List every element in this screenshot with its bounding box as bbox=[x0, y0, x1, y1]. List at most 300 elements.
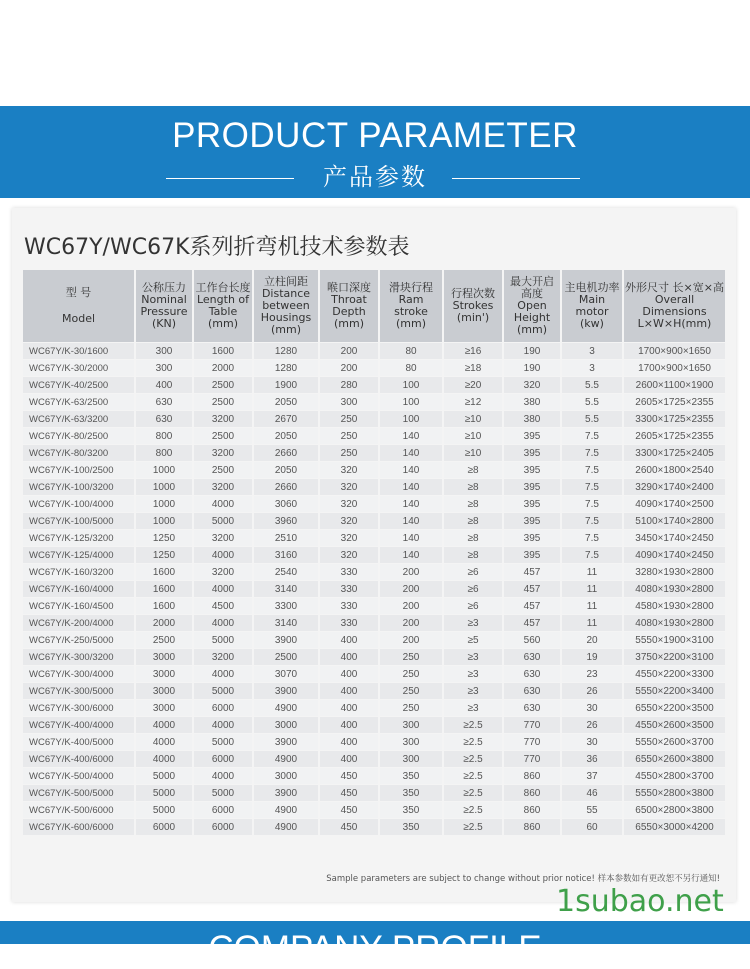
table-cell: 1000 bbox=[135, 462, 193, 479]
table-cell: 300 bbox=[135, 360, 193, 377]
table-cell: 1700×900×1650 bbox=[623, 343, 725, 360]
company-profile-title: COMPANY PROFILE bbox=[208, 929, 542, 968]
table-cell: 3900 bbox=[253, 632, 319, 649]
table-cell: 4500 bbox=[193, 598, 253, 615]
table-row bbox=[23, 598, 725, 615]
table-cell: 4900 bbox=[253, 802, 319, 819]
table-cell: 5100×1740×2800 bbox=[623, 513, 725, 530]
model-cell: WC67Y/K-80/3200 bbox=[23, 445, 135, 462]
column-header bbox=[503, 270, 561, 343]
table-cell: ≥6 bbox=[443, 598, 503, 615]
table-cell: 860 bbox=[503, 785, 561, 802]
table-cell: ≥2.5 bbox=[443, 802, 503, 819]
table-cell: 3200 bbox=[193, 649, 253, 666]
table-cell: 30 bbox=[561, 700, 623, 717]
table-cell: 395 bbox=[503, 530, 561, 547]
column-header-en: Throat Depth (mm) bbox=[331, 293, 367, 330]
top-spacer bbox=[0, 0, 750, 106]
table-cell: 2050 bbox=[253, 394, 319, 411]
table-cell: 395 bbox=[503, 462, 561, 479]
column-header bbox=[135, 270, 193, 343]
model-cell: WC67Y/K-160/3200 bbox=[23, 564, 135, 581]
table-cell: 1600 bbox=[135, 581, 193, 598]
table-row bbox=[23, 683, 725, 700]
table-cell: 800 bbox=[135, 445, 193, 462]
table-cell: 5.5 bbox=[561, 377, 623, 394]
table-cell: 3070 bbox=[253, 666, 319, 683]
table-cell: 3000 bbox=[135, 683, 193, 700]
table-row bbox=[23, 768, 725, 785]
table-cell: 2050 bbox=[253, 428, 319, 445]
table-cell: 2600×1800×2540 bbox=[623, 462, 725, 479]
table-cell: 3960 bbox=[253, 513, 319, 530]
table-cell: 395 bbox=[503, 479, 561, 496]
table-cell: 400 bbox=[319, 632, 379, 649]
table-cell: 3900 bbox=[253, 734, 319, 751]
table-cell: 630 bbox=[503, 683, 561, 700]
table-cell: 300 bbox=[319, 394, 379, 411]
table-cell: 1280 bbox=[253, 360, 319, 377]
table-cell: 5550×2800×3800 bbox=[623, 785, 725, 802]
column-header-zh: 最大开启高度 bbox=[510, 275, 554, 300]
table-cell: 457 bbox=[503, 581, 561, 598]
table-cell: 350 bbox=[379, 768, 443, 785]
table-row bbox=[23, 785, 725, 802]
column-header-zh: 主电机功率 bbox=[564, 281, 620, 294]
table-cell: 7.5 bbox=[561, 479, 623, 496]
table-cell: 100 bbox=[379, 377, 443, 394]
table-cell: 5550×1900×3100 bbox=[623, 632, 725, 649]
model-cell: WC67Y/K-400/5000 bbox=[23, 734, 135, 751]
table-cell: 23 bbox=[561, 666, 623, 683]
column-header-zh: 滑块行程 bbox=[389, 281, 433, 294]
parameter-sheet bbox=[12, 208, 736, 902]
table-cell: 80 bbox=[379, 343, 443, 360]
table-cell: ≥8 bbox=[443, 530, 503, 547]
table-cell: ≥12 bbox=[443, 394, 503, 411]
table-cell: 6550×2200×3500 bbox=[623, 700, 725, 717]
table-cell: 7.5 bbox=[561, 547, 623, 564]
table-cell: 300 bbox=[135, 343, 193, 360]
table-row bbox=[23, 547, 725, 564]
table-cell: 3450×1740×2450 bbox=[623, 530, 725, 547]
table-cell: 1000 bbox=[135, 513, 193, 530]
table-cell: 350 bbox=[379, 819, 443, 836]
table-cell: 7.5 bbox=[561, 462, 623, 479]
table-cell: 5.5 bbox=[561, 394, 623, 411]
table-cell: 140 bbox=[379, 547, 443, 564]
table-cell: 5000 bbox=[193, 785, 253, 802]
table-cell: 7.5 bbox=[561, 445, 623, 462]
column-header-en: Ram stroke (mm) bbox=[394, 293, 428, 330]
table-cell: ≥2.5 bbox=[443, 768, 503, 785]
table-cell: 2500 bbox=[253, 649, 319, 666]
column-header-zh: 公称压力 bbox=[142, 281, 186, 294]
table-header bbox=[23, 270, 725, 343]
table-cell: 250 bbox=[319, 445, 379, 462]
table-cell: 140 bbox=[379, 428, 443, 445]
table-cell: 395 bbox=[503, 428, 561, 445]
table-cell: 2500 bbox=[193, 428, 253, 445]
header-row bbox=[23, 270, 725, 343]
table-cell: 3290×1740×2400 bbox=[623, 479, 725, 496]
table-cell: 330 bbox=[319, 564, 379, 581]
table-cell: 250 bbox=[319, 428, 379, 445]
table-cell: 4000 bbox=[193, 666, 253, 683]
site-watermark: 1subao.net bbox=[556, 884, 724, 919]
table-cell: 80 bbox=[379, 360, 443, 377]
table-cell: 770 bbox=[503, 717, 561, 734]
table-cell: 4580×1930×2800 bbox=[623, 598, 725, 615]
table-cell: 3200 bbox=[193, 530, 253, 547]
table-cell: 3280×1930×2800 bbox=[623, 564, 725, 581]
table-cell: 1900 bbox=[253, 377, 319, 394]
table-cell: 800 bbox=[135, 428, 193, 445]
model-cell: WC67Y/K-30/2000 bbox=[23, 360, 135, 377]
model-cell: WC67Y/K-100/4000 bbox=[23, 496, 135, 513]
table-row bbox=[23, 428, 725, 445]
model-cell: WC67Y/K-300/4000 bbox=[23, 666, 135, 683]
table-cell: 4090×1740×2450 bbox=[623, 547, 725, 564]
company-profile-banner bbox=[0, 921, 750, 968]
model-cell: WC67Y/K-400/4000 bbox=[23, 717, 135, 734]
table-cell: 3000 bbox=[135, 700, 193, 717]
table-cell: 400 bbox=[135, 377, 193, 394]
table-cell: 5550×2200×3400 bbox=[623, 683, 725, 700]
table-cell: 5000 bbox=[135, 785, 193, 802]
table-cell: 140 bbox=[379, 462, 443, 479]
table-cell: ≥2.5 bbox=[443, 785, 503, 802]
table-cell: 770 bbox=[503, 751, 561, 768]
table-cell: 4090×1740×2500 bbox=[623, 496, 725, 513]
table-cell: 400 bbox=[319, 734, 379, 751]
banner-divider-right bbox=[452, 178, 580, 179]
table-cell: 3140 bbox=[253, 615, 319, 632]
table-cell: 20 bbox=[561, 632, 623, 649]
model-cell: WC67Y/K-600/6000 bbox=[23, 819, 135, 836]
table-cell: 3300 bbox=[253, 598, 319, 615]
model-cell: WC67Y/K-160/4000 bbox=[23, 581, 135, 598]
column-header-zh: 工作台长度 bbox=[195, 281, 251, 294]
table-cell: 4900 bbox=[253, 819, 319, 836]
table-row bbox=[23, 564, 725, 581]
model-cell: WC67Y/K-300/6000 bbox=[23, 700, 135, 717]
table-row bbox=[23, 802, 725, 819]
table-cell: ≥2.5 bbox=[443, 819, 503, 836]
column-header bbox=[23, 270, 135, 343]
table-row bbox=[23, 717, 725, 734]
table-cell: 60 bbox=[561, 819, 623, 836]
table-cell: 280 bbox=[319, 377, 379, 394]
table-cell: ≥3 bbox=[443, 666, 503, 683]
table-cell: 11 bbox=[561, 615, 623, 632]
table-cell: 1600 bbox=[135, 564, 193, 581]
table-cell: 190 bbox=[503, 343, 561, 360]
table-cell: 400 bbox=[319, 683, 379, 700]
table-cell: 300 bbox=[379, 734, 443, 751]
table-cell: 450 bbox=[319, 802, 379, 819]
table-cell: 4900 bbox=[253, 700, 319, 717]
table-cell: 140 bbox=[379, 445, 443, 462]
table-cell: 6000 bbox=[193, 819, 253, 836]
table-cell: 2050 bbox=[253, 462, 319, 479]
table-row bbox=[23, 394, 725, 411]
parameter-table bbox=[23, 270, 725, 835]
table-cell: 2605×1725×2355 bbox=[623, 428, 725, 445]
table-title: WC67Y/WC67K系列折弯机技术参数表 bbox=[24, 235, 410, 260]
table-cell: 2605×1725×2355 bbox=[623, 394, 725, 411]
table-cell: 6550×2600×3800 bbox=[623, 751, 725, 768]
table-cell: 7.5 bbox=[561, 496, 623, 513]
column-header-zh: 外形尺寸 长×宽×高 bbox=[625, 281, 724, 294]
table-cell: 320 bbox=[503, 377, 561, 394]
table-cell: 450 bbox=[319, 768, 379, 785]
table-row bbox=[23, 479, 725, 496]
table-cell: 3200 bbox=[193, 411, 253, 428]
disclaimer-note: Sample parameters are subject to change without prior notice! 样本参数如有更改恕不另行通知! bbox=[326, 874, 720, 884]
table-cell: 19 bbox=[561, 649, 623, 666]
model-cell: WC67Y/K-100/3200 bbox=[23, 479, 135, 496]
table-cell: 140 bbox=[379, 513, 443, 530]
table-cell: 2540 bbox=[253, 564, 319, 581]
table-cell: ≥8 bbox=[443, 513, 503, 530]
table-cell: 3000 bbox=[135, 666, 193, 683]
table-cell: 395 bbox=[503, 547, 561, 564]
table-cell: 3900 bbox=[253, 683, 319, 700]
table-cell: 400 bbox=[319, 666, 379, 683]
table-cell: 200 bbox=[379, 632, 443, 649]
table-cell: 350 bbox=[379, 785, 443, 802]
table-cell: 330 bbox=[319, 615, 379, 632]
table-cell: 4080×1930×2800 bbox=[623, 615, 725, 632]
table-cell: 4000 bbox=[193, 496, 253, 513]
table-cell: 400 bbox=[319, 649, 379, 666]
table-cell: ≥10 bbox=[443, 411, 503, 428]
table-cell: ≥6 bbox=[443, 581, 503, 598]
table-cell: 630 bbox=[135, 394, 193, 411]
table-cell: 1700×900×1650 bbox=[623, 360, 725, 377]
table-cell: 250 bbox=[319, 411, 379, 428]
table-cell: ≥18 bbox=[443, 360, 503, 377]
model-cell: WC67Y/K-300/5000 bbox=[23, 683, 135, 700]
column-header bbox=[623, 270, 725, 343]
table-cell: 450 bbox=[319, 785, 379, 802]
table-cell: 1000 bbox=[135, 479, 193, 496]
column-header bbox=[319, 270, 379, 343]
table-cell: 3000 bbox=[253, 717, 319, 734]
table-cell: 30 bbox=[561, 734, 623, 751]
table-cell: 5000 bbox=[135, 802, 193, 819]
model-cell: WC67Y/K-400/6000 bbox=[23, 751, 135, 768]
table-cell: 457 bbox=[503, 598, 561, 615]
table-body bbox=[23, 343, 725, 836]
column-header-en: Strokes (min') bbox=[452, 299, 494, 324]
table-cell: 200 bbox=[379, 598, 443, 615]
table-cell: 630 bbox=[503, 700, 561, 717]
table-cell: 2500 bbox=[193, 394, 253, 411]
table-row bbox=[23, 343, 725, 360]
column-header-en: Model bbox=[61, 312, 96, 325]
table-row bbox=[23, 411, 725, 428]
table-cell: 140 bbox=[379, 496, 443, 513]
table-cell: 200 bbox=[379, 564, 443, 581]
table-cell: 2600×1100×1900 bbox=[623, 377, 725, 394]
table-cell: 100 bbox=[379, 394, 443, 411]
model-cell: WC67Y/K-80/2500 bbox=[23, 428, 135, 445]
table-cell: 4000 bbox=[193, 547, 253, 564]
table-cell: ≥16 bbox=[443, 343, 503, 360]
table-cell: 320 bbox=[319, 479, 379, 496]
table-cell: 5000 bbox=[135, 768, 193, 785]
model-cell: WC67Y/K-63/2500 bbox=[23, 394, 135, 411]
column-header-zh: 喉口深度 bbox=[327, 281, 371, 294]
table-cell: 4000 bbox=[193, 615, 253, 632]
model-cell: WC67Y/K-160/4500 bbox=[23, 598, 135, 615]
table-cell: 450 bbox=[319, 819, 379, 836]
table-cell: 5000 bbox=[193, 683, 253, 700]
table-cell: 26 bbox=[561, 683, 623, 700]
table-row bbox=[23, 360, 725, 377]
table-row bbox=[23, 462, 725, 479]
table-cell: 190 bbox=[503, 360, 561, 377]
table-cell: 4000 bbox=[135, 717, 193, 734]
table-row bbox=[23, 734, 725, 751]
table-cell: 6000 bbox=[193, 700, 253, 717]
table-cell: 400 bbox=[319, 751, 379, 768]
column-header-en: Main motor (kw) bbox=[575, 293, 609, 330]
table-cell: 36 bbox=[561, 751, 623, 768]
table-cell: 11 bbox=[561, 564, 623, 581]
table-cell: ≥6 bbox=[443, 564, 503, 581]
table-cell: ≥5 bbox=[443, 632, 503, 649]
table-cell: 250 bbox=[379, 666, 443, 683]
table-cell: 4000 bbox=[193, 717, 253, 734]
table-cell: 250 bbox=[379, 649, 443, 666]
table-cell: 2660 bbox=[253, 479, 319, 496]
table-cell: 320 bbox=[319, 462, 379, 479]
table-cell: ≥3 bbox=[443, 649, 503, 666]
table-cell: 140 bbox=[379, 479, 443, 496]
table-cell: 2500 bbox=[193, 462, 253, 479]
table-cell: 4000 bbox=[193, 768, 253, 785]
table-cell: 320 bbox=[319, 496, 379, 513]
table-cell: 1600 bbox=[135, 598, 193, 615]
column-header-zh: 行程次数 bbox=[451, 287, 495, 300]
table-cell: 395 bbox=[503, 496, 561, 513]
table-cell: 3200 bbox=[193, 445, 253, 462]
table-cell: 200 bbox=[379, 615, 443, 632]
banner-subtitle: 产品参数 bbox=[323, 163, 427, 191]
column-header-en: Nominal Pressure (KN) bbox=[140, 293, 188, 330]
table-cell: 5000 bbox=[193, 734, 253, 751]
table-row bbox=[23, 530, 725, 547]
table-cell: 1250 bbox=[135, 547, 193, 564]
table-row bbox=[23, 445, 725, 462]
table-row bbox=[23, 632, 725, 649]
table-cell: 5.5 bbox=[561, 411, 623, 428]
table-cell: 2670 bbox=[253, 411, 319, 428]
table-row bbox=[23, 700, 725, 717]
model-cell: WC67Y/K-500/5000 bbox=[23, 785, 135, 802]
table-cell: 1250 bbox=[135, 530, 193, 547]
table-cell: 330 bbox=[319, 598, 379, 615]
table-cell: 400 bbox=[319, 700, 379, 717]
table-cell: 3300×1725×2405 bbox=[623, 445, 725, 462]
table-cell: 3900 bbox=[253, 785, 319, 802]
table-cell: 11 bbox=[561, 581, 623, 598]
banner-subtitle-row bbox=[0, 162, 750, 192]
banner-title: PRODUCT PARAMETER bbox=[172, 116, 578, 155]
table-cell: 320 bbox=[319, 547, 379, 564]
table-cell: ≥10 bbox=[443, 445, 503, 462]
table-row bbox=[23, 751, 725, 768]
table-cell: ≥3 bbox=[443, 683, 503, 700]
table-cell: 2500 bbox=[193, 377, 253, 394]
table-cell: 860 bbox=[503, 768, 561, 785]
table-cell: 7.5 bbox=[561, 428, 623, 445]
column-header-en: Overall Dimensions L×W×H(mm) bbox=[637, 293, 712, 330]
table-cell: ≥8 bbox=[443, 496, 503, 513]
model-cell: WC67Y/K-500/6000 bbox=[23, 802, 135, 819]
table-cell: 200 bbox=[319, 360, 379, 377]
table-cell: 3000 bbox=[253, 768, 319, 785]
model-cell: WC67Y/K-100/2500 bbox=[23, 462, 135, 479]
table-row bbox=[23, 513, 725, 530]
column-header-zh: 立柱间距 bbox=[264, 275, 308, 288]
model-cell: WC67Y/K-40/2500 bbox=[23, 377, 135, 394]
table-cell: ≥8 bbox=[443, 547, 503, 564]
model-cell: WC67Y/K-125/4000 bbox=[23, 547, 135, 564]
table-cell: 5000 bbox=[193, 513, 253, 530]
column-header-en: Distance between Housings (mm) bbox=[260, 287, 312, 336]
table-cell: 4550×2800×3700 bbox=[623, 768, 725, 785]
table-cell: ≥20 bbox=[443, 377, 503, 394]
table-cell: 860 bbox=[503, 819, 561, 836]
table-cell: 2660 bbox=[253, 445, 319, 462]
table-cell: ≥2.5 bbox=[443, 751, 503, 768]
table-cell: 300 bbox=[379, 717, 443, 734]
table-cell: 770 bbox=[503, 734, 561, 751]
column-header bbox=[443, 270, 503, 343]
table-cell: 380 bbox=[503, 411, 561, 428]
table-cell: 5550×2600×3700 bbox=[623, 734, 725, 751]
table-cell: 6000 bbox=[193, 751, 253, 768]
table-cell: 4080×1930×2800 bbox=[623, 581, 725, 598]
table-cell: 5000 bbox=[193, 632, 253, 649]
table-cell: 860 bbox=[503, 802, 561, 819]
column-header bbox=[193, 270, 253, 343]
column-header bbox=[561, 270, 623, 343]
table-cell: 1600 bbox=[193, 343, 253, 360]
table-cell: 2000 bbox=[193, 360, 253, 377]
table-cell: 3 bbox=[561, 360, 623, 377]
table-row bbox=[23, 666, 725, 683]
table-cell: 3000 bbox=[135, 649, 193, 666]
table-cell: 200 bbox=[379, 581, 443, 598]
table-cell: 250 bbox=[379, 700, 443, 717]
table-cell: ≥2.5 bbox=[443, 734, 503, 751]
table-cell: ≥10 bbox=[443, 428, 503, 445]
model-cell: WC67Y/K-500/4000 bbox=[23, 768, 135, 785]
table-cell: 7.5 bbox=[561, 530, 623, 547]
table-cell: 2510 bbox=[253, 530, 319, 547]
table-row bbox=[23, 615, 725, 632]
table-row bbox=[23, 649, 725, 666]
table-cell: 6000 bbox=[135, 819, 193, 836]
table-cell: 2500 bbox=[135, 632, 193, 649]
table-cell: 3 bbox=[561, 343, 623, 360]
table-cell: 2000 bbox=[135, 615, 193, 632]
